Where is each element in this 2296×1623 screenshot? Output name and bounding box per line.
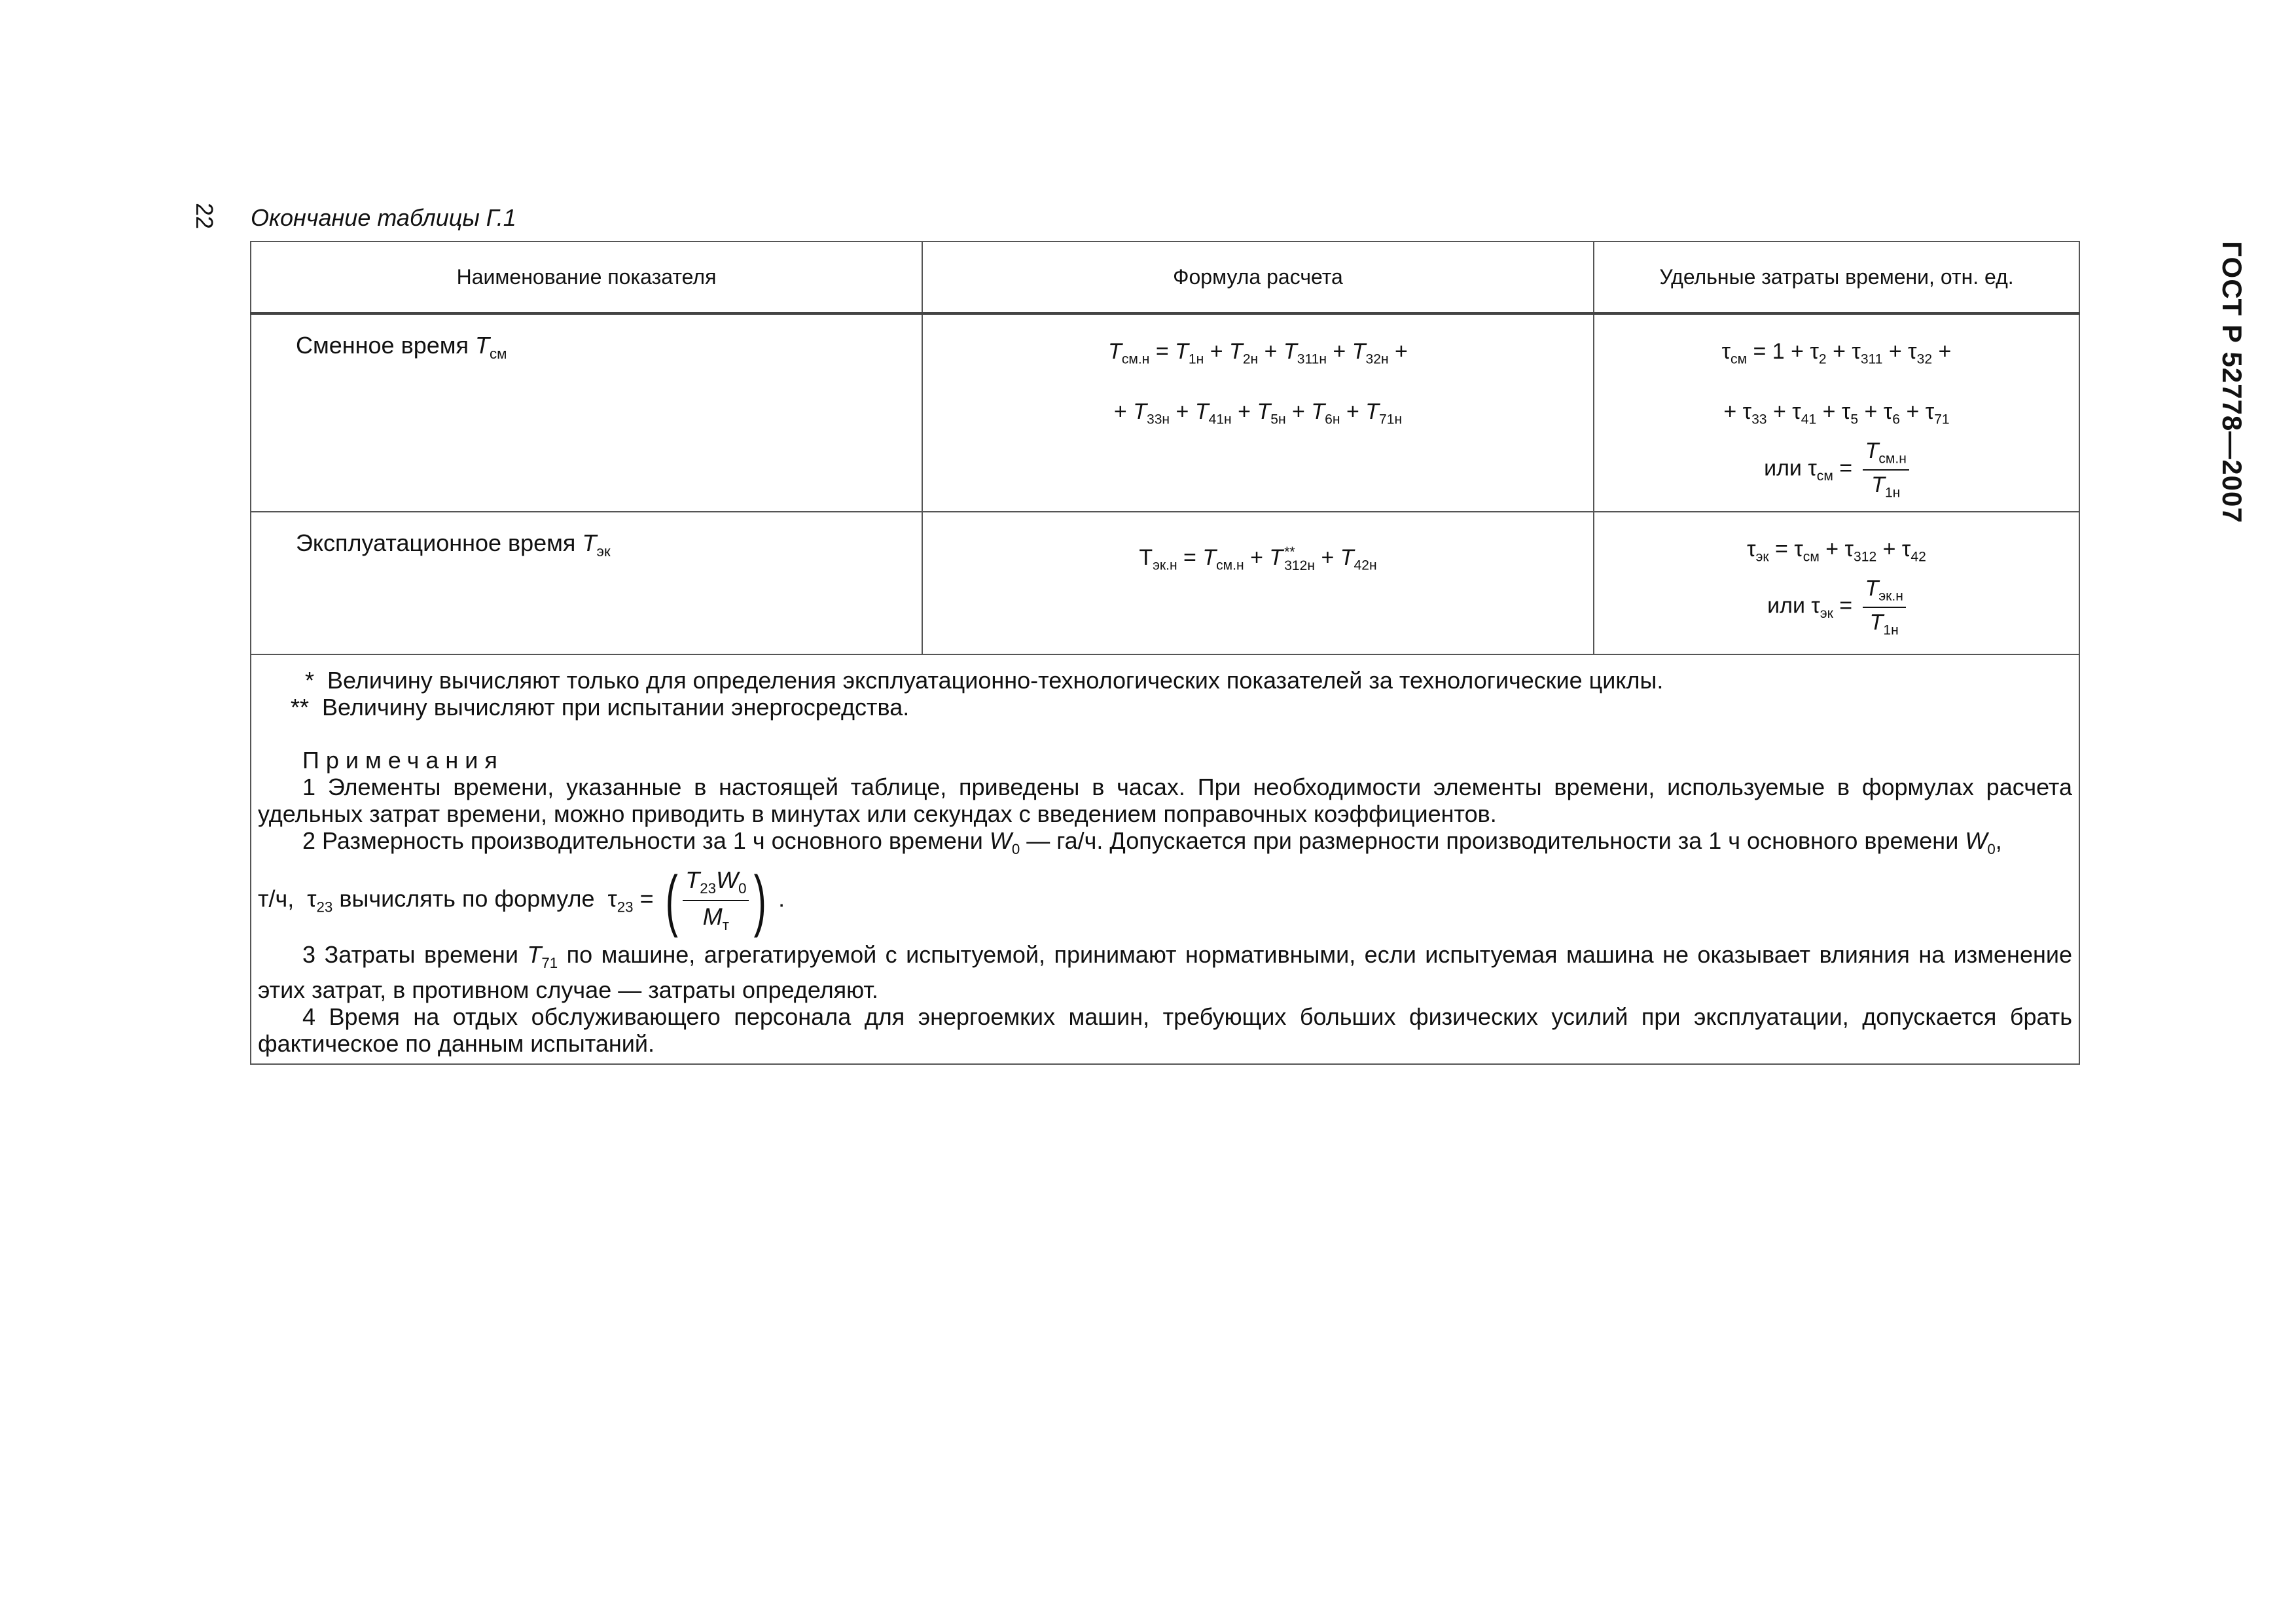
tau-operational-line-1: $\tau_{эк} = \tau_{см} + \tau_{312} + \tau_{42}$: [1747, 537, 1926, 565]
note-2-formula: т/ч, $\tau_{23}$ вычислять по формуле $\tau_{23}$ = ( $\frac{T_{23}W_0}{M_т}$ ) .: [258, 862, 785, 938]
formula-shift-line-1: $T_{см.н} = T_{1н} + T_{2н} + T_{311н} + T_{32н}$ +: [1108, 339, 1408, 367]
formula-operational: $T_{эк.н} = T_{см.н} + T$ ** 312н + $T_{42н}$: [1139, 544, 1377, 574]
indicator-subscript: эк: [596, 543, 611, 560]
note-4: 4 Время на отдых обслуживающего персонала для энергоемких машин, требующих больших физических усилий при эксплуатации, допускается брать фактическое по данным испытаний.: [258, 1003, 2072, 1057]
header-formula: Формула расчета: [922, 241, 1594, 313]
page-number: 22: [191, 202, 219, 230]
indicator-label: Сменное время: [296, 332, 469, 359]
tau-operational-fraction: или $\tau_{эк}$ = $\frac{T_{эк.н}}{T_{1н}}$: [1595, 577, 2078, 637]
footnote-2: [258, 694, 2072, 721]
table-row: [251, 512, 2079, 654]
notes-title: Примечания: [302, 747, 504, 774]
tau-shift-line-2: + $\tau_{33} + \tau_{41} + \tau_5 + \tau_6 + \tau_{71}$: [1723, 399, 1950, 427]
footnote-text: Величину вычисляют только для определения эксплуатационно-технологических показателей за технологические циклы.: [327, 667, 1664, 694]
table-row: [251, 313, 2079, 512]
formula-cell: [922, 512, 1594, 654]
table-header-row: [251, 241, 2079, 313]
header-indicator: Наименование показателя: [251, 241, 922, 313]
indicator-label: Эксплуатационное время: [296, 529, 576, 556]
table-caption: Окончание таблицы Г.1: [251, 204, 516, 231]
note-2: 2 Размерность производительности за 1 ч основного времени $W_0$ — га/ч. Допускается при размерности производительности за 1 ч основного времени $W_0$,: [302, 827, 2002, 857]
indicator-symbol: T: [582, 529, 597, 556]
time-cost-table: [250, 241, 2080, 1065]
indicator-symbol: T: [475, 332, 490, 359]
document-code: ГОСТ Р 52778—2007: [2217, 241, 2248, 524]
header-specific-costs: Удельные затраты времени, отн. ед.: [1594, 241, 2079, 313]
note-1: 1 Элементы времени, указанные в настоящей таблице, приведены в часах. При необходимости элементы времени, используемые в формулах расчета удельных затрат времени, можно приводить в минутах или секундах с введением поправочных коэффициентов.: [258, 774, 2072, 827]
footnote-mark: **: [291, 694, 310, 721]
notes-cell: [251, 654, 2079, 1064]
tau-shift-line-1: $\tau_{см} = 1 + \tau_2 + \tau_{311} + \tau_{32}$ +: [1721, 339, 1952, 367]
specific-cost-cell: [1594, 512, 2079, 654]
footnote-1: [258, 667, 2072, 694]
formula-cell: [922, 313, 1594, 512]
indicator-cell: [251, 313, 922, 512]
tau-shift-fraction: или $\tau_{см}$ = $\frac{T_{см.н}}{T_{1н}}$: [1595, 439, 2078, 500]
specific-cost-cell: [1594, 313, 2079, 512]
formula-shift-line-2: + $T_{33н} + T_{41н} + T_{5н} + T_{6н} + T_{71н}$: [1113, 399, 1403, 427]
footnote-text: Величину вычисляют при испытании энергосредства.: [322, 694, 910, 721]
notes-row: [251, 654, 2079, 1064]
footnote-mark: *: [305, 667, 315, 694]
indicator-subscript: см: [490, 345, 507, 362]
indicator-cell: [251, 512, 922, 654]
note-3: 3 Затраты времени $T_{71}$ по машине, агрегатируемой с испытуемой, принимают нормативными, если испытуемая машина не оказывает влияния на изменение этих затрат, в противном случае — затраты определяют.: [258, 940, 2072, 1003]
